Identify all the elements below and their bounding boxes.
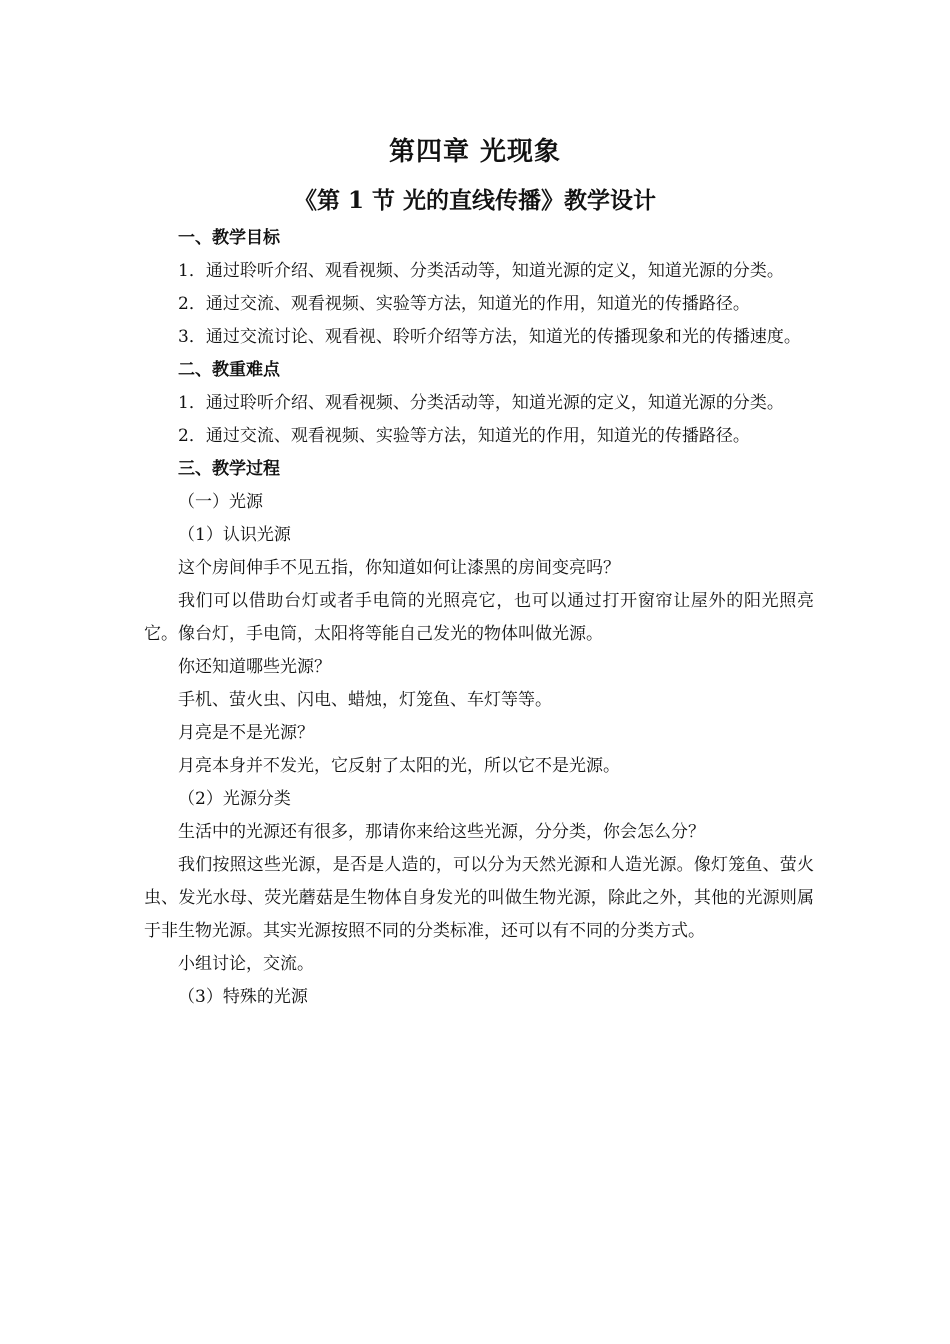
paragraph: 月亮是不是光源？ <box>178 723 314 743</box>
chapter-title: 第四章 光现象 <box>388 137 562 167</box>
paragraph: 生活中的光源还有很多，那请你来给这些光源，分分类，你会怎么分？ <box>178 822 705 842</box>
paragraph: 你还知道哪些光源？ <box>178 657 331 677</box>
paragraph: 1．通过聆听介绍、观看视频、分类活动等，知道光源的定义，知道光源的分类。 <box>178 393 784 413</box>
paragraph: 我们按照这些光源，是否是人造的，可以分为天然光源和人造光源。像灯笼鱼、萤火虫、发光水母、荧光蘑菇是生物体自身发光的叫做生物光源，除此之外，其他的光源则属于非生物光源。其实光源按照不同的分类标准，还可以有不同的分类方式。 <box>144 855 814 941</box>
paragraph: 小组讨论，交流。 <box>178 954 314 974</box>
paragraph: 3．通过交流讨论、观看视、聆听介绍等方法，知道光的传播现象和光的传播速度。 <box>178 327 801 347</box>
subsection-light-source: （一）光源 <box>178 492 263 512</box>
subsection-classification: （2）光源分类 <box>178 789 291 809</box>
subsection-special-light-source: （3）特殊的光源 <box>178 987 308 1007</box>
heading-teaching-process: 三、教学过程 <box>178 459 280 479</box>
paragraph: 1．通过聆听介绍、观看视频、分类活动等，知道光源的定义，知道光源的分类。 <box>178 261 784 281</box>
paragraph: 月亮本身并不发光，它反射了太阳的光，所以它不是光源。 <box>178 756 620 776</box>
paragraph: 手机、萤火虫、闪电、蜡烛，灯笼鱼、车灯等等。 <box>178 690 552 710</box>
paragraph: 这个房间伸手不见五指，你知道如何让漆黑的房间变亮吗？ <box>178 558 620 578</box>
subsection-know-light-source: （1）认识光源 <box>178 525 291 545</box>
document-body <box>144 222 814 1014</box>
paragraph: 我们可以借助台灯或者手电筒的光照亮它，也可以通过打开窗帘让屋外的阳光照亮它。像台灯，手电筒，太阳将等能自己发光的物体叫做光源。 <box>144 591 814 644</box>
heading-key-points: 二、教重难点 <box>178 360 280 380</box>
paragraph: 2．通过交流、观看视频、实验等方法，知道光的作用，知道光的传播路径。 <box>178 294 750 314</box>
section-title: 《第 1 节 光的直线传播》教学设计 <box>293 187 657 214</box>
paragraph: 2．通过交流、观看视频、实验等方法，知道光的作用，知道光的传播路径。 <box>178 426 750 446</box>
heading-teaching-goals: 一、教学目标 <box>178 228 280 248</box>
